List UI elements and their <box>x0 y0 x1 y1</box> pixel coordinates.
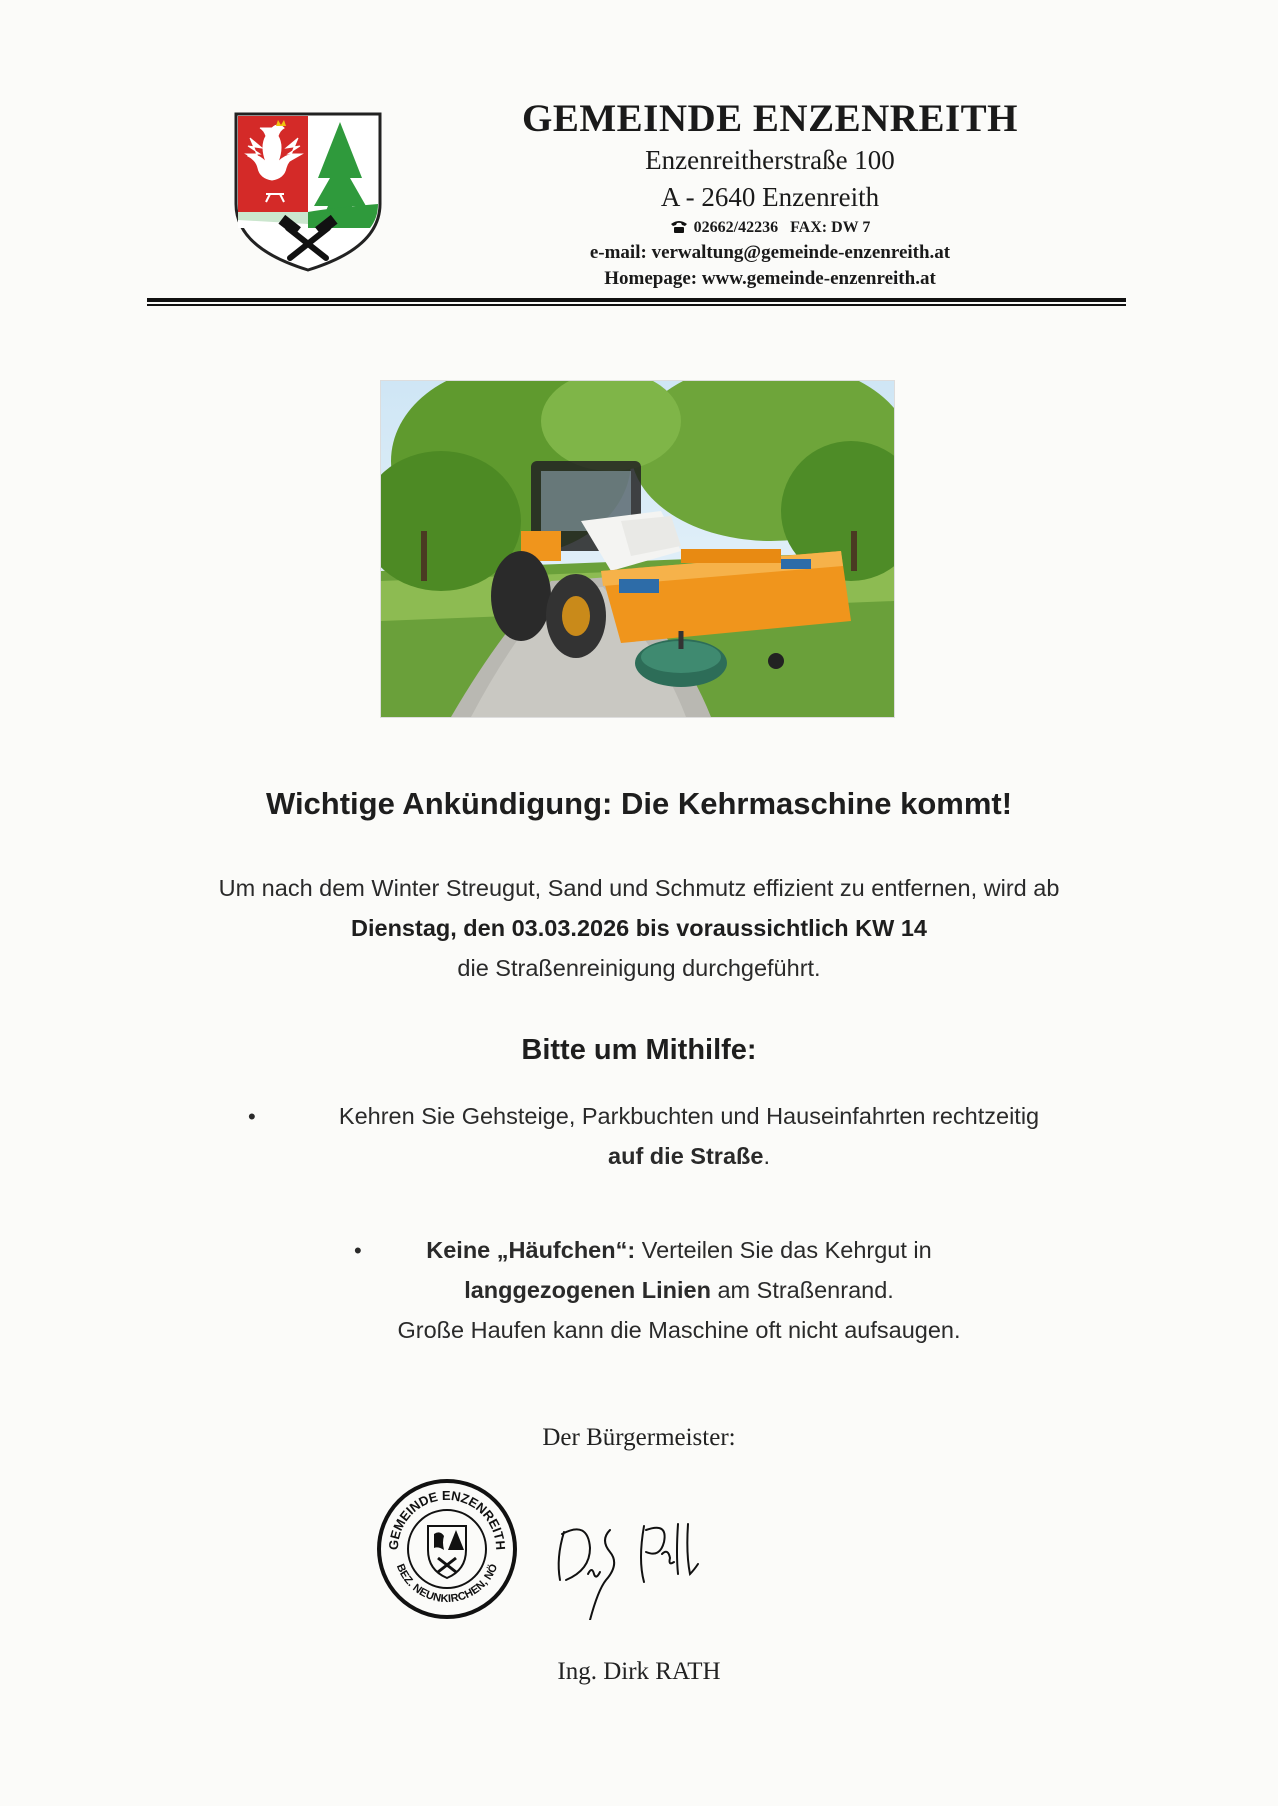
phone-number: 02662/42236 <box>693 219 779 236</box>
header-rule-thin <box>147 304 1126 306</box>
intro-line-1: Um nach dem Winter Streugut, Sand und Schmutz effizient zu entfernen, wird ab <box>218 875 1060 901</box>
org-name: GEMEINDE ENZENREITH <box>521 97 1018 140</box>
sweeper-tractor-photo <box>380 380 895 718</box>
bullet-2-bold: langgezogenen Linien <box>464 1277 711 1303</box>
intro-date-line: Dienstag, den 03.03.2026 bis voraussichtlich KW 14 <box>351 915 927 941</box>
help-heading: Bitte um Mithilfe: <box>521 1034 757 1066</box>
signatory-name: Ing. Dirk RATH <box>557 1658 721 1685</box>
email-line: e-mail: verwaltung@gemeinde-enzenreith.at <box>589 242 951 263</box>
city-address: A - 2640 Enzenreith <box>660 182 880 212</box>
bullet-2-lead: Keine „Häufchen“: <box>426 1237 636 1263</box>
bullet-1-line-2 <box>274 1136 1104 1176</box>
street-address: Enzenreitherstraße 100 <box>645 145 895 175</box>
bullet-1 <box>274 1096 1104 1176</box>
bullet-1-bold: auf die Straße <box>608 1143 764 1169</box>
bullet-2-marker: • <box>354 1238 362 1263</box>
intro-paragraph <box>0 868 1278 988</box>
coat-of-arms-icon <box>230 108 386 274</box>
letterhead <box>470 96 1070 292</box>
seal-text-top: GEMEINDE ENZENREITH <box>385 1487 509 1551</box>
header-rule <box>147 298 1126 302</box>
bullet-2-line-1 <box>0 1230 1278 1270</box>
municipal-seal <box>376 1478 518 1620</box>
bullet-2-rest: am Straßenrand. <box>710 1277 894 1303</box>
phone-line <box>470 216 1070 240</box>
bullet-2-lead-rest: Verteilen Sie das Kehrgut in <box>635 1237 932 1263</box>
fax-number: FAX: DW 7 <box>790 219 871 236</box>
homepage-line: Homepage: www.gemeinde-enzenreith.at <box>604 268 936 289</box>
bullet-1-line-1: Kehren Sie Gehsteige, Parkbuchten und Hauseinfahrten rechtzeitig <box>338 1103 1040 1129</box>
telephone-icon <box>670 220 688 234</box>
bullet-2-line-2 <box>0 1270 1278 1310</box>
svg-text:BEZ. NEUNKIRCHEN, NÖ <box>394 1561 501 1605</box>
handwritten-signature <box>548 1500 738 1620</box>
signature-role: Der Bürgermeister: <box>542 1424 736 1451</box>
intro-line-3: die Straßenreinigung durchgeführt. <box>457 955 821 981</box>
bullet-1-tail: . <box>763 1143 770 1169</box>
bullet-1-marker: • <box>248 1104 256 1129</box>
seal-text-bottom: BEZ. NEUNKIRCHEN, NÖ <box>393 1562 501 1606</box>
announcement-headline: Wichtige Ankündigung: Die Kehrmaschine kommt! <box>265 786 1013 821</box>
bullet-2 <box>0 1230 1278 1350</box>
bullet-2-line-3: Große Haufen kann die Maschine oft nicht aufsaugen. <box>397 1317 961 1343</box>
